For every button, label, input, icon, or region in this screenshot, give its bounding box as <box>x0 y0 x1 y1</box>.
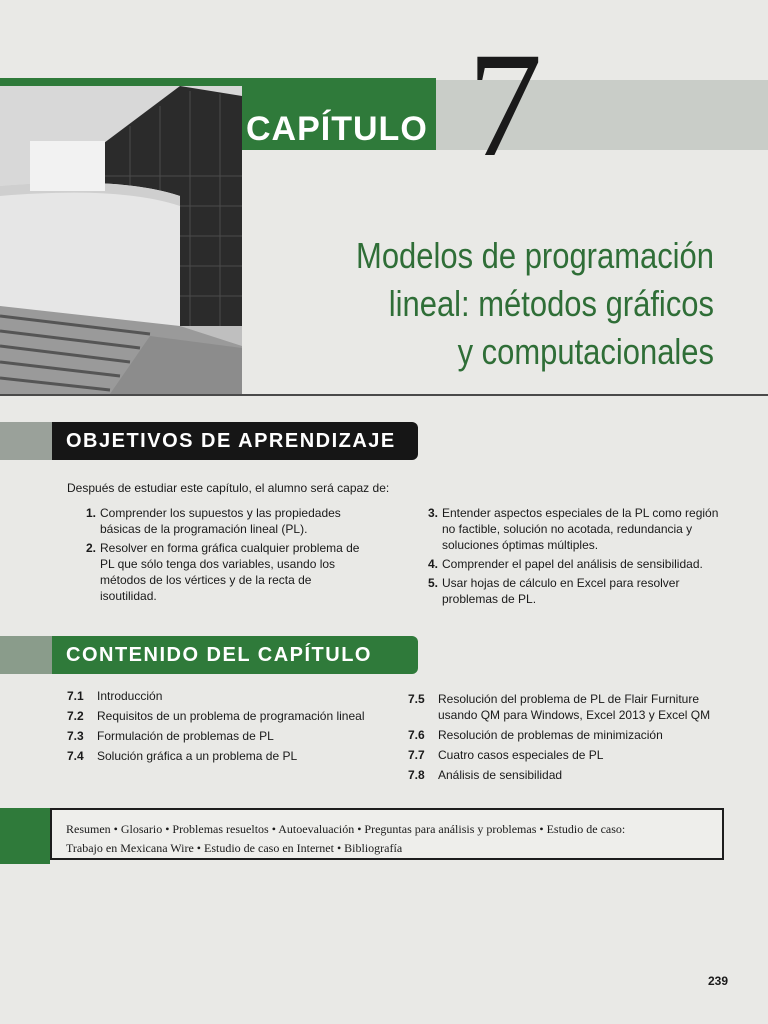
contents-item <box>408 691 738 723</box>
section-number: 7.8 <box>408 768 425 782</box>
section-title: Análisis de sensibilidad <box>438 768 563 782</box>
summary-stub <box>0 808 50 864</box>
section-title: Introducción <box>97 689 163 703</box>
item-text: Resolver en forma gráfica cualquier problema de PL que sólo tenga dos variables, usando los métodos de los vértices y de la recta de isoutilidad. <box>100 541 360 603</box>
heading-stub <box>0 636 52 674</box>
section-title: Formulación de problemas de PL <box>97 729 274 743</box>
contents-item <box>408 767 738 783</box>
divider <box>0 394 768 396</box>
list-item <box>70 540 370 604</box>
chapter-title-line: lineal: métodos gráficos <box>388 283 714 324</box>
section-number: 7.4 <box>67 749 84 763</box>
contents-item <box>67 688 397 704</box>
contents-item <box>408 747 738 763</box>
section-title: Cuatro casos especiales de PL <box>438 748 604 762</box>
contents-item <box>408 727 738 743</box>
objectives-heading-label: OBJETIVOS DE APRENDIZAJE <box>52 422 418 460</box>
section-number: 7.2 <box>67 709 84 723</box>
item-text: Comprender los supuestos y las propiedades básicas de la programación lineal (PL). <box>100 506 341 536</box>
contents-item <box>67 708 397 724</box>
chapter-title-line: Modelos de programación <box>356 235 714 276</box>
objectives-list-left <box>70 505 370 607</box>
section-title: Requisitos de un problema de programación lineal <box>97 709 365 723</box>
item-number: 4. <box>427 557 438 571</box>
contents-list-left <box>67 688 397 768</box>
contents-item <box>67 748 397 764</box>
item-text: Comprender el papel del análisis de sensibilidad. <box>442 557 703 571</box>
contents-item <box>67 728 397 744</box>
end-of-chapter-summary <box>50 808 724 860</box>
page-number: 239 <box>707 974 728 988</box>
list-item <box>412 505 732 553</box>
item-number: 1. <box>85 506 96 520</box>
summary-line: Trabajo en Mexicana Wire • Estudio de caso en Internet • Bibliografía <box>66 841 403 855</box>
section-number: 7.1 <box>67 689 84 703</box>
chapter-number: 7 <box>467 22 543 188</box>
chapter-title <box>318 232 714 376</box>
section-title: Resolución de problemas de minimización <box>438 728 663 742</box>
contents-heading <box>0 636 420 674</box>
contents-list-right <box>408 691 738 787</box>
chapter-title-line: y computacionales <box>457 331 714 372</box>
section-title: Resolución del problema de PL de Flair Furniture usando QM para Windows, Excel 2013 y Excel QM <box>438 692 711 722</box>
chapter-opener-photo <box>0 86 242 394</box>
section-title: Solución gráfica a un problema de PL <box>97 749 298 763</box>
item-number: 2. <box>85 541 96 555</box>
objectives-list-right <box>412 505 732 610</box>
section-number: 7.7 <box>408 748 425 762</box>
section-number: 7.3 <box>67 729 84 743</box>
list-item <box>70 505 370 537</box>
item-number: 5. <box>427 576 438 590</box>
item-number: 3. <box>427 506 438 520</box>
section-number: 7.6 <box>408 728 425 742</box>
objectives-heading <box>0 422 420 460</box>
summary-line: Resumen • Glosario • Problemas resueltos • Autoevaluación • Preguntas para análisis y problemas • Estudio de caso: <box>66 822 626 836</box>
section-number: 7.5 <box>408 692 425 706</box>
item-text: Entender aspectos especiales de la PL como región no factible, solución no acotada, redundancia y soluciones óptimas múltiples. <box>442 506 719 552</box>
heading-stub <box>0 422 52 460</box>
list-item <box>412 575 732 607</box>
list-item <box>412 556 732 572</box>
contents-heading-label: CONTENIDO DEL CAPÍTULO <box>52 636 418 674</box>
objectives-intro: Después de estudiar este capítulo, el alumno será capaz de: <box>67 481 390 495</box>
item-text: Usar hojas de cálculo en Excel para resolver problemas de PL. <box>442 576 680 606</box>
chapter-label: CAPÍTULO <box>246 110 428 148</box>
